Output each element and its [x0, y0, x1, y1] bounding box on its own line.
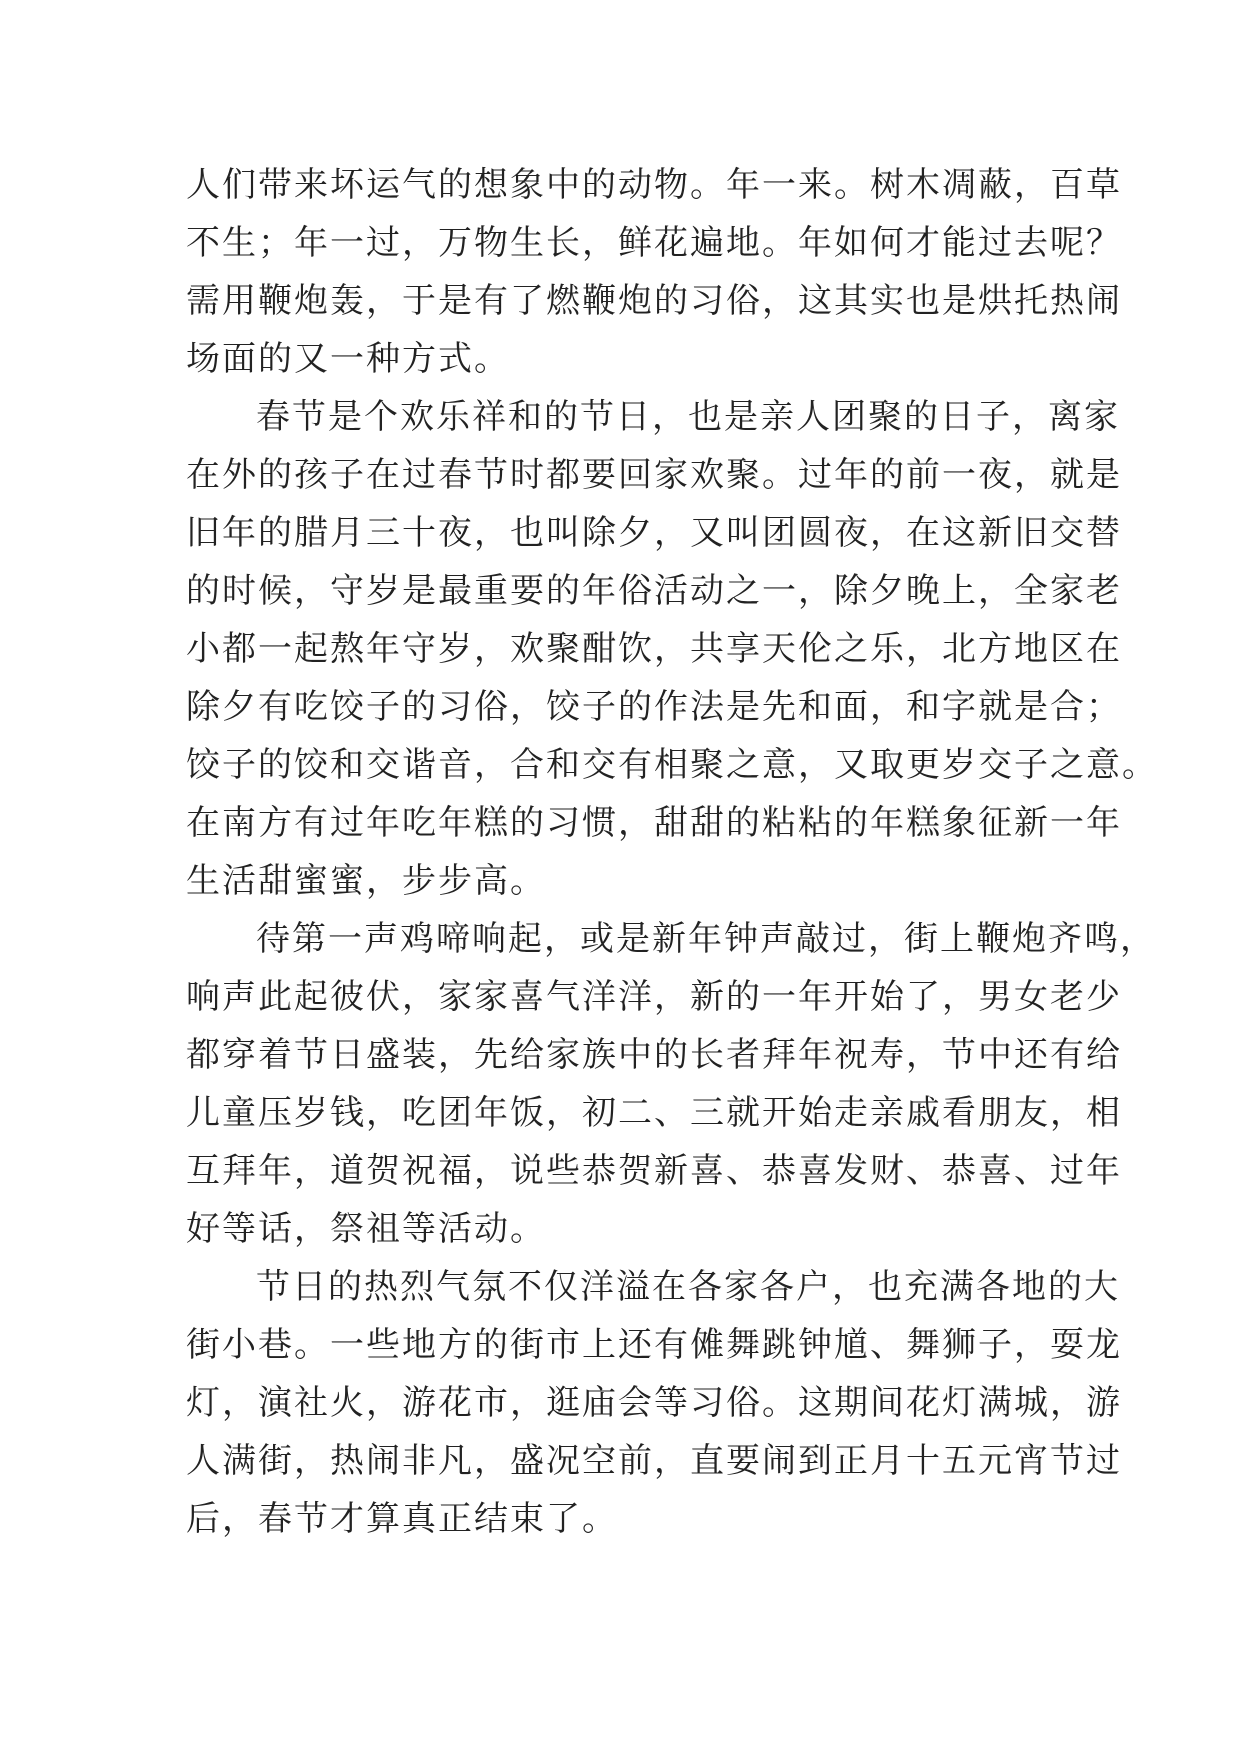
text-line: 不生；年一过，万物生长，鲜花遍地。年如何才能过去呢？	[186, 223, 1122, 263]
document-body	[186, 156, 1158, 1548]
text-line: 都穿着节日盛装，先给家族中的长者拜年祝寿，节中还有给	[186, 1035, 1122, 1075]
paragraph-first-line: 春节是个欢乐祥和的节日，也是亲人团聚的日子，离家	[256, 397, 1120, 437]
text-line: 儿童压岁钱，吃团年饭，初二、三就开始走亲戚看朋友，相	[186, 1093, 1122, 1133]
text-line: 生活甜蜜蜜，步步高。	[186, 861, 546, 901]
text-line: 除夕有吃饺子的习俗，饺子的作法是先和面，和字就是合；	[186, 687, 1122, 727]
text-line: 的时候，守岁是最重要的年俗活动之一，除夕晚上，全家老	[186, 571, 1122, 611]
text-line: 互拜年，道贺祝福，说些恭贺新喜、恭喜发财、恭喜、过年	[186, 1151, 1122, 1191]
text-line: 饺子的饺和交谐音，合和交有相聚之意，又取更岁交子之意。	[186, 745, 1158, 785]
text-line: 小都一起熬年守岁，欢聚酣饮，共享天伦之乐，北方地区在	[186, 629, 1122, 669]
text-line: 灯，演社火，游花市，逛庙会等习俗。这期间花灯满城，游	[186, 1383, 1122, 1423]
text-line: 旧年的腊月三十夜，也叫除夕，又叫团圆夜，在这新旧交替	[186, 513, 1122, 553]
text-line: 在外的孩子在过春节时都要回家欢聚。过年的前一夜，就是	[186, 455, 1122, 495]
paragraph-first-line: 节日的热烈气氛不仅洋溢在各家各户，也充满各地的大	[256, 1267, 1120, 1307]
text-line: 响声此起彼伏，家家喜气洋洋，新的一年开始了，男女老少	[186, 977, 1122, 1017]
paragraph-first-line: 待第一声鸡啼响起，或是新年钟声敲过，街上鞭炮齐鸣，	[256, 919, 1156, 959]
text-line: 在南方有过年吃年糕的习惯，甜甜的粘粘的年糕象征新一年	[186, 803, 1122, 843]
text-line: 场面的又一种方式。	[186, 339, 510, 379]
text-line: 后，春节才算真正结束了。	[186, 1499, 618, 1539]
text-line: 需用鞭炮轰，于是有了燃鞭炮的习俗，这其实也是烘托热闹	[186, 281, 1122, 321]
text-line: 街小巷。一些地方的街市上还有傩舞跳钟馗、舞狮子，耍龙	[186, 1325, 1122, 1365]
text-line: 人满街，热闹非凡，盛况空前，直要闹到正月十五元宵节过	[186, 1441, 1122, 1481]
text-line: 好等话，祭祖等活动。	[186, 1209, 546, 1249]
text-line: 人们带来坏运气的想象中的动物。年一来。树木凋蔽，百草	[186, 165, 1122, 205]
